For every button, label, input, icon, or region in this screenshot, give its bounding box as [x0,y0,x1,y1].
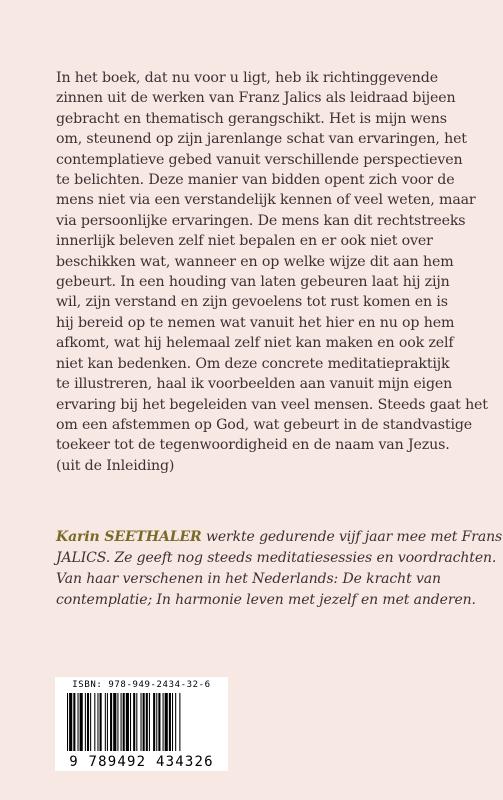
barcode-bar [149,693,150,751]
barcode-bar [110,693,112,751]
author-bio-line: Van haar verschenen in het Nederlands: De kracht van [56,571,441,587]
author-bio-line: JALICS. Ze geeft nog steeds meditatiesessies en voordrachten. [56,550,497,566]
blurb-line: via persoonlijke ervaringen. De mens kan dit rechtstreeks [56,212,466,229]
barcode-bar [136,693,137,751]
barcode-bar [117,693,118,751]
barcode-bar [85,693,86,751]
barcode-bar [163,693,164,751]
blurb-line: te belichten. Deze manier van bidden opent zich voor de [56,172,455,189]
blurb-line: toekeer tot de tegenwoordigheid en de naam van Jezus. [56,437,450,454]
barcode-bar [133,693,135,751]
barcode-bar [179,693,180,751]
barcode-bar [146,693,148,751]
barcode-bar [165,693,168,751]
barcode-bar [156,693,157,751]
blurb-line: gebeurt. In een houding van laten gebeuren laat hij zijn [56,274,450,291]
author-bio-text: werkte gedurende vijf jaar mee met Frans [201,529,503,545]
blurb-line: mens niet via een verstandelijk kennen of veel weten, maar [56,192,476,209]
blurb-source: (uit de Inleiding) [56,457,175,474]
barcode-bar [73,693,75,751]
author-bio-line [56,527,503,548]
barcode-bar [87,693,89,751]
back-cover-blurb [56,68,488,476]
barcode-bar [100,693,102,751]
blurb-line: beschikken wat, wanneer en op welke wijze dit aan hem [56,253,454,270]
barcode-bar [123,693,125,751]
barcode-bar [80,693,83,751]
isbn-barcode [55,677,228,771]
blurb-line: wil, zijn verstand en zijn gevoelens tot rust komen en is [56,294,448,311]
barcode-bar [78,693,79,751]
blurb-line: om, steunend op zijn jarenlange schat van ervaringen, het [56,131,467,148]
barcode-bar [175,693,176,751]
barcode-bars [65,693,221,751]
blurb-line: niet kan bedenken. Om deze concrete meditatiepraktijk [56,355,450,372]
barcode-bar [107,693,108,751]
barcode-bar [141,693,142,751]
author-bio [56,527,503,611]
blurb-line: In het boek, dat nu voor u ligt, heb ik richtinggevende [56,70,438,86]
blurb-line: om een afstemmen op God, wat gebeurt in de standvastige [56,416,473,433]
barcode-bar [94,693,95,751]
blurb-line: zinnen uit de werken van Franz Jalics als leidraad bijeen [56,90,456,107]
barcode-bar [90,693,91,751]
author-bio-line: contemplatie; In harmonie leven met jezelf en met anderen. [56,592,476,608]
blurb-line: innerlijk beleven zelf niet bepalen en er ook niet over [56,233,433,250]
barcode-bar [169,693,171,751]
barcode-bar [158,693,160,751]
blurb-line: ervaring bij het begeleiden van veel mensen. Steeds gaat het [56,396,488,413]
barcode-bar [113,693,116,751]
blurb-line: contemplatieve gebed vanuit verschillende perspectieven [56,151,463,168]
blurb-line: te illustreren, haal ik voorbeelden aan vanuit mijn eigen [56,376,453,393]
blurb-line: gebracht en thematisch gerangschikt. Het is mijn wens [56,110,447,127]
blurb-line: hij bereid op te nemen wat vanuit het hier en nu op hem [56,314,455,331]
barcode-bar [121,693,122,751]
barcode-bar [126,693,129,751]
barcode-bar [172,693,173,751]
blurb-line: afkomt, wat hij helemaal zelf niet kan maken en ook zelf [56,335,454,352]
barcode-bar [143,693,145,751]
barcode-digits: 9 789492 434326 [69,754,214,770]
barcode-bar [67,693,68,751]
barcode-bar [97,693,98,751]
isbn-label: ISBN: 978-949-2434-32-6 [72,680,211,690]
barcode-bar [130,693,131,751]
author-name: Karin SEETHALER [56,529,202,545]
barcode-bar [105,693,106,751]
barcode-bar [153,693,155,751]
barcode-bar [69,693,72,751]
